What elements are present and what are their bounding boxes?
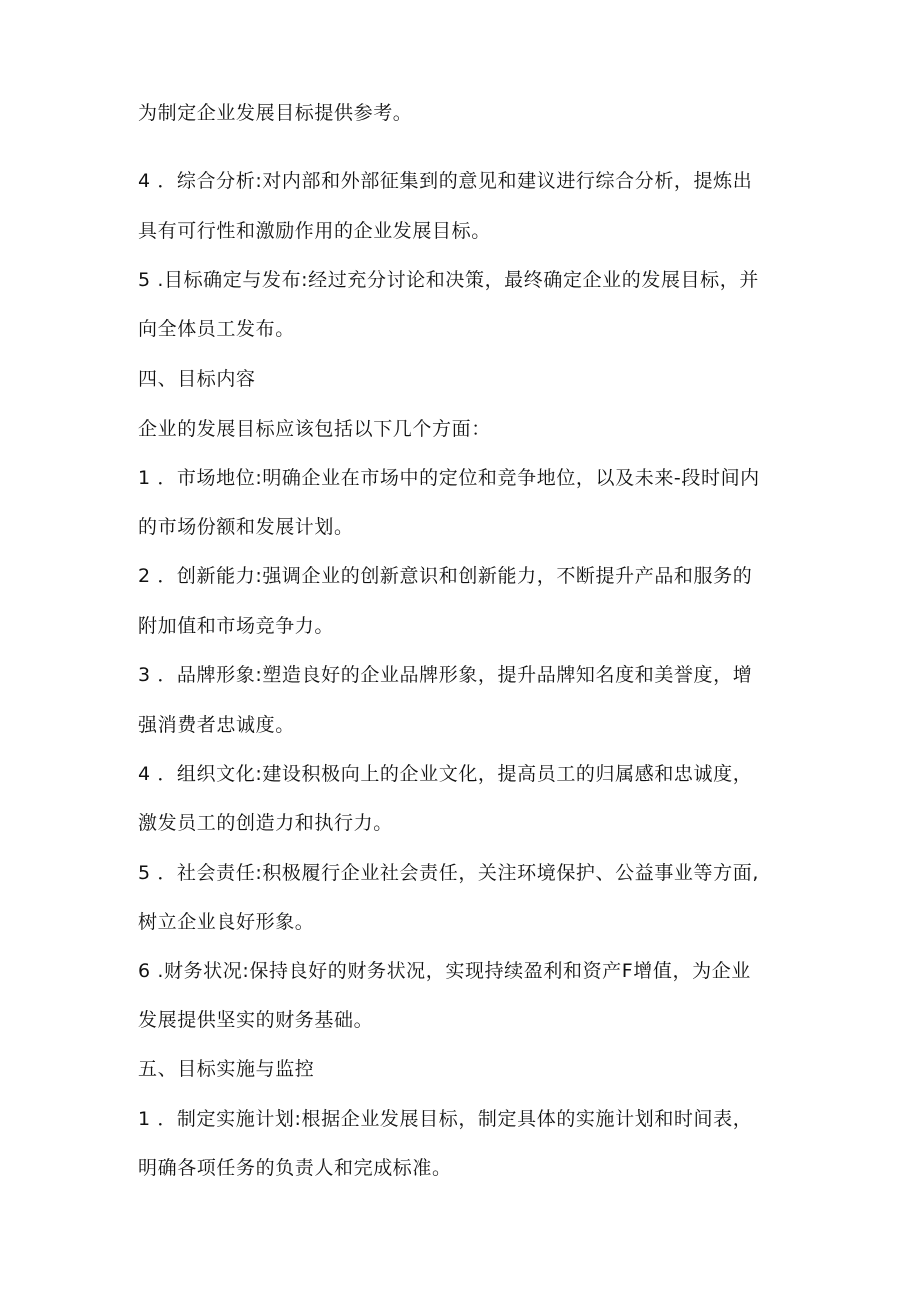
text-line: 向全体员工发布。 <box>138 318 295 340</box>
list-item: 5 ．社会责任:积极履行企业社会责任，关注环境保护、公益事业等方面, <box>138 862 759 884</box>
list-item: 4 ．组织文化:建设积极向上的企业文化，提高员工的归属感和忠诚度， <box>138 763 753 785</box>
section-heading: 五、目标实施与监控 <box>138 1058 315 1080</box>
text-line: 明确各项任务的负责人和完成标准。 <box>138 1157 452 1179</box>
text-line: 的市场份额和发展计划。 <box>138 516 354 538</box>
list-item: 6 .财务状况:保持良好的财务状况，实现持续盈利和资产F增值，为企业 <box>138 960 751 982</box>
section-heading: 四、目标内容 <box>138 368 256 390</box>
text-line: 附加值和市场竞争力。 <box>138 615 335 637</box>
text-line: 激发员工的创造力和执行力。 <box>138 812 393 834</box>
list-item: 4 ．综合分析:对内部和外部征集到的意见和建议进行综合分析，提炼出 <box>138 170 753 192</box>
text-line: 发展提供坚实的财务基础。 <box>138 1009 374 1031</box>
list-item: 2 ．创新能力:强调企业的创新意识和创新能力，不断提升产品和服务的 <box>138 565 753 587</box>
text-line: 企业的发展目标应该包括以下几个方面： <box>138 418 491 440</box>
text-line: 为制定企业发展目标提供参考。 <box>138 102 413 124</box>
list-item: 5 .目标确定与发布:经过充分讨论和决策，最终确定企业的发展目标，并 <box>138 269 759 291</box>
list-item: 3 ．品牌形象:塑造良好的企业品牌形象，提升品牌知名度和美誉度，增 <box>138 664 753 686</box>
text-line: 强消费者忠诚度。 <box>138 714 295 736</box>
text-line: 树立企业良好形象。 <box>138 911 315 933</box>
list-item: 1 ．市场地位:明确企业在市场中的定位和竞争地位，以及未来-段时间内 <box>138 467 760 489</box>
text-line: 具有可行性和激励作用的企业发展目标。 <box>138 220 491 242</box>
list-item: 1 ．制定实施计划:根据企业发展目标，制定具体的实施计划和时间表， <box>138 1108 753 1130</box>
